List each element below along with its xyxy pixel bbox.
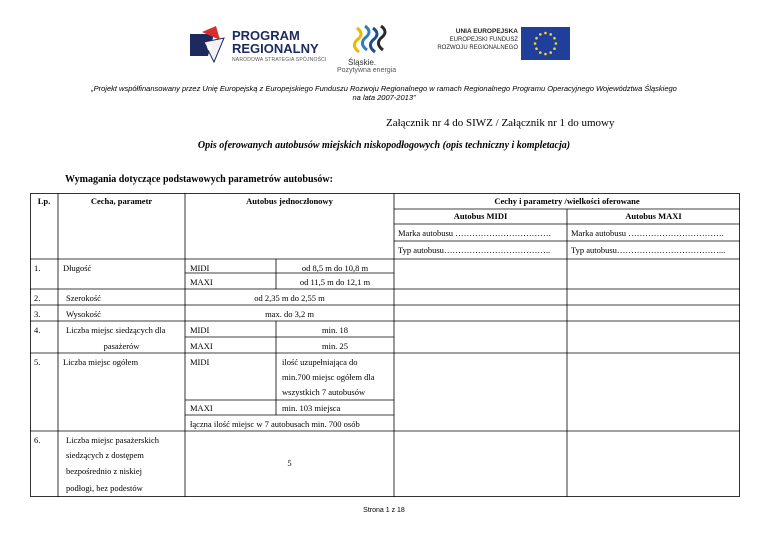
row4-lp: 4. (34, 325, 41, 335)
slaskie-logo (335, 24, 415, 72)
row3-lp: 3. (34, 309, 41, 319)
header-bus: Autobus jednoczłonowy (246, 196, 333, 206)
maxi-brand-field[interactable]: Marka autobusu ……………………………. (571, 228, 724, 238)
row1-midi-label: MIDI (190, 263, 210, 273)
row6-name-line1: Liczba miejsc pasażerskich (66, 435, 159, 445)
row6-name-line2: siedzących z dostępem (66, 450, 144, 460)
eu-logo-text (418, 28, 518, 52)
row4-maxi-label: MAXI (190, 341, 213, 351)
cofinance-line1: „Projekt współfinansowany przez Unię Europejską z Europejskiego Funduszu Rozwoju Regionalnego w ramach Regionalnego Programu Operacyjnego Województwa Śląskiego (91, 84, 677, 93)
row1-lp: 1. (34, 263, 41, 273)
midi-brand-field[interactable]: Marka autobusu ……………………………. (398, 228, 551, 238)
program-star-icon (190, 26, 228, 64)
row5-name: Liczba miejsc ogółem (63, 357, 139, 367)
program-logo-line1: PROGRAM (232, 28, 300, 43)
row5-midi-value-line2: min.700 miejsc ogółem dla (282, 372, 375, 382)
row6-name-line3: bezpośrednio z niskiej (66, 466, 143, 476)
slaskie-tagline: Pozytywna energia (337, 67, 397, 74)
midi-type-field[interactable]: Typ autobusu……………………………….. (398, 245, 551, 255)
row4-midi-value: min. 18 (322, 325, 348, 335)
row5-midi-label: MIDI (190, 357, 210, 367)
row3-name: Wysokość (66, 309, 101, 319)
row5-midi-value-line3: wszystkich 7 autobusów (282, 387, 366, 397)
maxi-type-field[interactable]: Typ autobusu………………………………... (571, 245, 726, 255)
program-logo-tagline: NARODOWA STRATEGIA SPÓJNOŚCI (232, 57, 327, 63)
row4-maxi-value: min. 25 (322, 341, 348, 351)
row5-maxi-value: min. 103 miejsca (282, 403, 341, 413)
eu-line2: EUROPEJSKI FUNDUSZ (449, 37, 518, 43)
row5-maxi-label: MAXI (190, 403, 213, 413)
row4-name-line1: Liczba miejsc siedzących dla (66, 325, 166, 335)
slaskie-waves-icon (353, 24, 393, 56)
requirements-table (30, 193, 740, 498)
annex-label: Załącznik nr 4 do SIWZ / Załącznik nr 1 do umowy (386, 117, 615, 129)
row6-lp: 6. (34, 435, 41, 445)
page-footer: Strona 1 z 18 (363, 507, 405, 514)
program-regionalny-logo (190, 26, 325, 68)
row5-midi-value-line1: ilość uzupełniająca do (282, 357, 358, 367)
program-logo-line2: REGIONALNY (232, 41, 319, 56)
row1-name: Długość (63, 263, 92, 273)
row4-name-line2: pasażerów (103, 341, 140, 351)
row1-midi-value: od 8,5 m do 10,8 m (301, 263, 369, 273)
cofinance-note (40, 84, 728, 102)
row1-maxi-label: MAXI (190, 277, 213, 287)
row2-name: Szerokość (66, 293, 101, 303)
header-maxi: Autobus MAXI (625, 211, 682, 221)
eu-title: UNIA EUROPEJSKA (455, 28, 518, 35)
eu-line3: ROZWOJU REGIONALNEGO (437, 45, 518, 51)
header-lp: Lp. (37, 196, 51, 206)
header-offered: Cechy i parametry /wielkości oferowane (494, 196, 640, 206)
row1-maxi-value: od 11,5 m do 12,1 m (299, 277, 371, 287)
row6-name-line4: podłogi, bez podestów (66, 483, 143, 493)
header-param: Cecha, parametr (90, 196, 153, 206)
document-title: Opis oferowanych autobusów miejskich niskopodłogowych (opis techniczny i kompletacja) (197, 140, 571, 151)
slaskie-name: Śląskie. (348, 58, 377, 67)
cofinance-line2: na lata 2007-2013” (352, 93, 416, 102)
row2-lp: 2. (34, 293, 41, 303)
row5-total: łączna ilość miejsc w 7 autobusach min. 700 osób (190, 419, 360, 429)
header-midi: Autobus MIDI (453, 211, 508, 221)
requirements-heading: Wymagania dotyczące podstawowych parametrów autobusów: (65, 174, 333, 185)
row6-value: 5 (287, 458, 292, 468)
row4-midi-label: MIDI (190, 325, 210, 335)
row2-value: od 2,35 m do 2,55 m (254, 293, 325, 303)
eu-flag-icon (521, 27, 570, 60)
row5-lp: 5. (34, 357, 41, 367)
row3-value: max. do 3,2 m (265, 309, 314, 319)
